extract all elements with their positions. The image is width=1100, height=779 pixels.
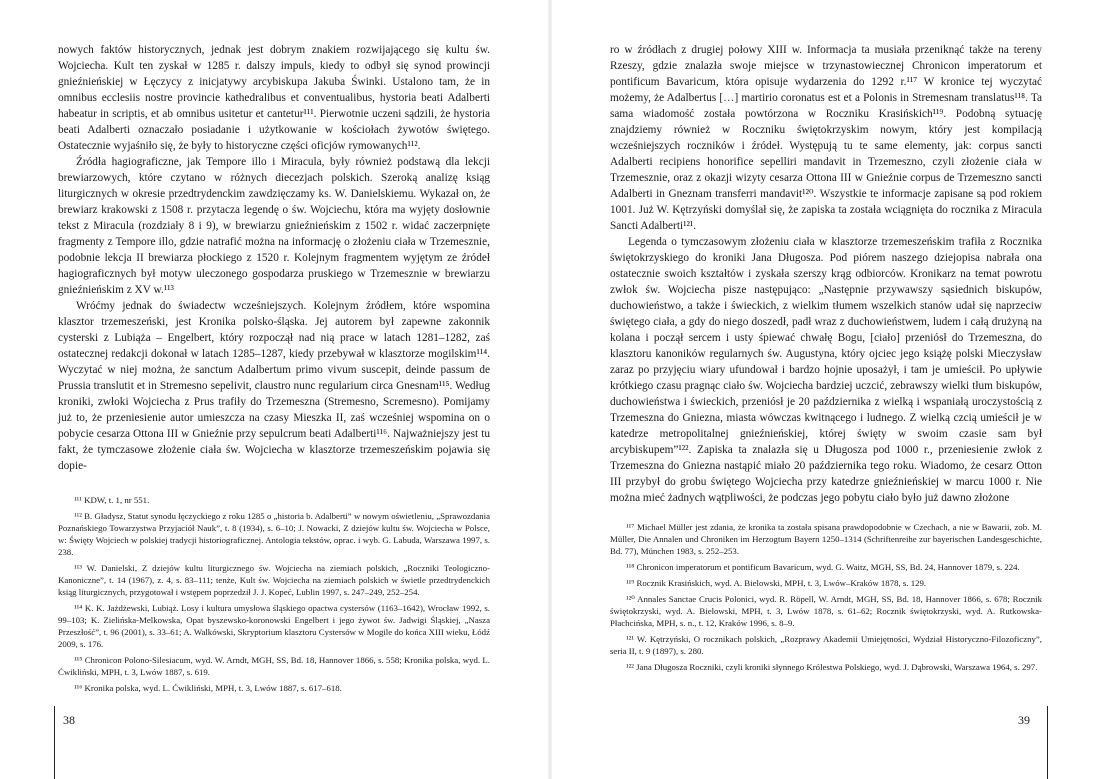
- left-paragraph-1: nowych faktów historycznych, jednak jest dobrym znakiem rozwijającego się kultu św. Wojciecha. Kult ten zyskał w 1285 r. dalszy impuls, kiedy to odbył się synod prowincji gnieźnieńskiej w Łęczycy z inicjatywy arcybiskupa Jakuba Świnki. Ustalono tam, że in omnibus ecclesiis nostre provincie kathedralibus et conventualibus, hystoria beati Adalberti habeatur in scriptis, et ab omnibus usitetur et cantetur¹¹¹. Pierwotnie uczeni sądzili, że hystoria beati Adalberti oznaczało posiadanie i użytkowanie w kościołach żywotów świętego. Ostatecznie wyjaśniło się, że były to historyczne części oficjów rymowanych¹¹².: [58, 44, 490, 152]
- footnote-116: ¹¹⁶ Kronika polska, wyd. L. Ćwikliński, MPH, t. 3, Lwów 1887, s. 617–618.: [74, 683, 342, 693]
- page-number-right: 39: [1018, 713, 1030, 727]
- left-paragraph-3: Wróćmy jednak do świadectw wcześniejszych. Kolejnym źródłem, które wspomina klasztor trzemeszeński, jest Kronika polsko-śląska. Jej autorem był zapewne zakonnik cysterski z Lubiąża – Engelbert, który rozpoczął nad nią prace w latach 1281–1282, zaś ostatecznej redakcji dokonał w latach 1285–1287, kiedy przebywał w klasztorze mogilskim¹¹⁴. Wyczytać w niej można, że sanctum Adalbertum primo vivum suscepit, deinde passum de Prussia translutit et in Stremesno sepelivit, claustro nunc regularium circa Gnesnam¹¹⁵. Według kroniki, zwłoki Wojciecha z Prus trafiły do Trzemeszna (Stremesno, Scremesno). Pomijamy już to, że przeniesienie autor umieszcza na czasy Mieszka II, zaś wcześniej wspomina on o pobycie cesarza Ottona III w Gnieźnie przy sepulcrum beati Adalberti¹¹⁶. Najważniejszy jest tu fakt, że tymczasowe złożenie ciała św. Wojciecha w klasztorze trzemeszeńskim pojawia się dopie-: [58, 300, 490, 472]
- footnote-121: ¹²¹ W. Kętrzyński, O rocznikach polskich, „Rozprawy Akademii Umiejętności, Wydział Historyczno-Filozoficzny”, seria II, t. 9 (1897), s. 280.: [610, 634, 1042, 656]
- page-number-left: 38: [63, 713, 75, 727]
- left-body-text: [58, 42, 490, 474]
- footnote-117: ¹¹⁷ Michael Müller jest zdania, że kronika ta została spisana prawdopodobnie w Czechach, a nie w Bawarii, zob. M. Müller, Die Annalen und Chroniken im Herzogtum Bayern 1250–1314 (Schriftenreihe zur bayerischen Landesgeschichte, Bd. 77), München 1983, s. 252–253.: [610, 522, 1042, 556]
- footnote-112: ¹¹² B. Gładysz, Statut synodu łęczyckiego z roku 1285 o „historia b. Adalberti” w nowym oświetleniu, „Sprawozdania Poznańskiego Towarzystwa Przyjaciół Nauk”, t. 8 (1934), s. 6–10; J. Nowacki, Z dziejów kultu św. Wojciecha w Polsce, w: Święty Wojciech w polskiej tradycji historiograficznej. Antologia tekstów, oprac. i wyb. G. Labuda, Warszawa 1997, s. 238.: [58, 511, 490, 557]
- right-footnotes: [610, 521, 1042, 677]
- footnote-120: ¹²⁰ Annales Sanctae Crucis Polonici, wyd. R. Röpell, W. Arndt, MGH, SS, Bd. 18, Hannover 1866, s. 678; Rocznik świętokrzyski, wyd. A. Bielowski, MPH, t. 3, Lwów 1878, s. 61–62; Rocznik świętokrzyski, wyd. A. Rutkowska-Płachcińska, MPH, s. n., t. 12, Kraków 1996, s. 8–9.: [610, 594, 1042, 628]
- right-body-text: [610, 42, 1042, 506]
- footnote-122: ¹²² Jana Długosza Roczniki, czyli kroniki słynnego Królestwa Polskiego, wyd. J. Dąbrowski, Warszawa 1964, s. 297.: [626, 662, 1038, 672]
- right-paragraph-2: Legenda o tymczasowym złożeniu ciała w klasztorze trzemeszeńskim trafiła z Rocznika świętokrzyskiego do kroniki Jana Długosza. Pod piórem naszego dziejopisa nabrała ona ostatecznie swoich kształtów i zyskała szerszy krąg odbiorców. Kronikarz na temat powrotu zwłok św. Wojciecha pisze następująco: „Następnie przywawszy sąsiednich biskupów, duchowieństwo, a także i świeckich, z wielkim tłumem wszelkich stanów udał się naprzeciw świętego ciała, a gdy do niego doszedł, padł wraz z duchowieństwem, ludem i całą drużyną na kolana i począł sercem i usty śpiewać chwałę Bogu, [ciało] przeniósł do Trzemeszna, do klasztoru kanoników regularnych św. Augustyna, który ojciec jego książę polski Mieczysław zaraz po przyjęciu wiary ufundował i bardzo hojnie uposażył, i tam je umieścił. Po upływie krótkiego czasu pragnąc ciało św. Wojciecha bardziej uczcić, zebrawszy wielki tłum biskupów, duchowieństwa i świeckich, przeniósł je 20 października z wielką i wspaniałą uroczystością z Trzemeszna do Gniezna, miasta wówczas kwitnącego i ludnego. Z wielką czcią umieścił je w katedrze metropolitalnej gnieźnieńskiej, której święty w swoim czasie sam był arcybiskupem”¹²². Zapiska ta znalazła się u Długosza pod 1000 r., przeniesienie zwłok z Trzemeszna do Gniezna nastąpić miało 20 października tego roku. Wiadomo, że cesarz Otton III przybył do grobu świętego Wojciecha przy katedrze gnieźnieńskiej w marcu 1000 r. Nie można mieć żadnych wątpliwości, że podczas jego pobytu ciało było już dawno złożone: [610, 236, 1042, 504]
- footnote-114: ¹¹⁴ K. K. Jażdżewski, Lubiąż. Losy i kultura umysłowa śląskiego opactwa cystersów (1163–1642), Wrocław 1992, s. 99–103; K. Zielińska-Melkowska, Opat byszewsko-koronowski Engelbert i jego żywot św. Jadwigi Śląskiej, „Nasza Przeszłość”, t. 96 (2001), s. 33–61; A. Walkówski, Skryptorium klasztoru Cystersów w Mogile do końca XIII wieku, Łódź 2009, s. 176.: [58, 603, 490, 649]
- left-footnotes: [58, 494, 490, 698]
- footnote-118: ¹¹⁸ Chronicon imperatorum et pontificum Bavaricum, wyd. G. Waitz, MGH, SS, Bd. 24, Hannover 1879, s. 224.: [626, 562, 1020, 572]
- right-page: [550, 0, 1100, 779]
- footnote-111: ¹¹¹ KDW, t. 1, nr 551.: [74, 495, 150, 505]
- footnote-115: ¹¹⁵ Chronicon Polono-Silesiacum, wyd. W. Arndt, MGH, SS, Bd. 18, Hannover 1866, s. 558; Kronika polska, wyd. L. Ćwikliński, MPH, t. 3, Lwów 1887, s. 619.: [58, 655, 490, 677]
- left-margin-rule: [54, 706, 55, 779]
- footnote-119: ¹¹⁹ Rocznik Krasińskich, wyd. A. Bielowski, MPH, t. 3, Lwów–Kraków 1878, s. 129.: [626, 578, 927, 588]
- right-paragraph-1: ro w źródłach z drugiej połowy XIII w. Informacja ta musiała przeniknąć także na tereny Rzeszy, gdzie znalazła swoje miejsce w trzynastowiecznej Chronicon imperatorum et pontificum Bavaricum, która opisuje wydarzenia do 1292 r.¹¹⁷ W kronice tej wyczytać możemy, że Adalbertus […] martirio coronatus est et a Polonis in Stremesnam translatus¹¹⁸. Ta sama wiadomość została powtórzona w Roczniku Krasińskich¹¹⁹. Podobną sytuację znajdziemy również w Roczniku świętokrzyskim nowym, który jest kompilacją wcześniejszych roczników i źródeł. Występują tu te same elementy, jak: corpus sancti Adalberti recipiens honorifice sepelliri mandavit in Trzemeszno, czyli złożenie ciała w Trzemesznie, oraz z okazji wizyty cesarza Ottona III w Gnieźnie corpus de Trzemeszno sancti Adalberti in Gneznam transferri mandavit¹²⁰. Wszystkie te informacje zapisane są pod rokiem 1001. Już W. Kętrzyński domyślał się, że zapiska ta została wciągnięta do rocznika z Miracula Sancti Adalberti¹²¹.: [610, 44, 1042, 232]
- footnote-113: ¹¹³ W. Danielski, Z dziejów kultu liturgicznego św. Wojciecha na ziemiach polskich, „Roczniki Teologiczno-Kanoniczne”, t. 14 (1967), z. 4, s. 83–111; tenże, Kult św. Wojciecha na ziemiach polskich w świetle przedtrydenckich ksiąg liturgicznych, przygotował i wstępem poprzedził J. J. Kopeć, Lublin 1997, s. 247–249, 252–254.: [58, 563, 490, 597]
- right-margin-rule: [1047, 706, 1048, 779]
- left-paragraph-2: Źródła hagiograficzne, jak Tempore illo i Miracula, były również podstawą dla lekcji brewiarzowych, które czytano w różnych diecezjach polskich. Szeroką analizę ksiąg liturgicznych w okresie przedtrydenckim zawdzięczamy ks. W. Danielskiemu. Wykazał on, że brewiarz krakowski z 1508 r. przytacza legendę o św. Wojciechu, która ma wyjęty dosłownie tekst z Miracula (rozdziały 8 i 9), w brewiarzu gnieźnieńskim z 1502 r. widać zaczerpnięte fragmenty z Tempore illo, gdzie natrafić można na informację o złożeniu ciała w Trzemesznie, podobnie lekcja II brewiarza płockiego z 1520 r. Kolejnym fragmentem wyjętym ze źródeł hagiograficznych był motyw uleczonego gospodarza pruskiego w Trzemesznie w brewiarzu gnieźnieńskim z XV w.¹¹³: [58, 156, 490, 296]
